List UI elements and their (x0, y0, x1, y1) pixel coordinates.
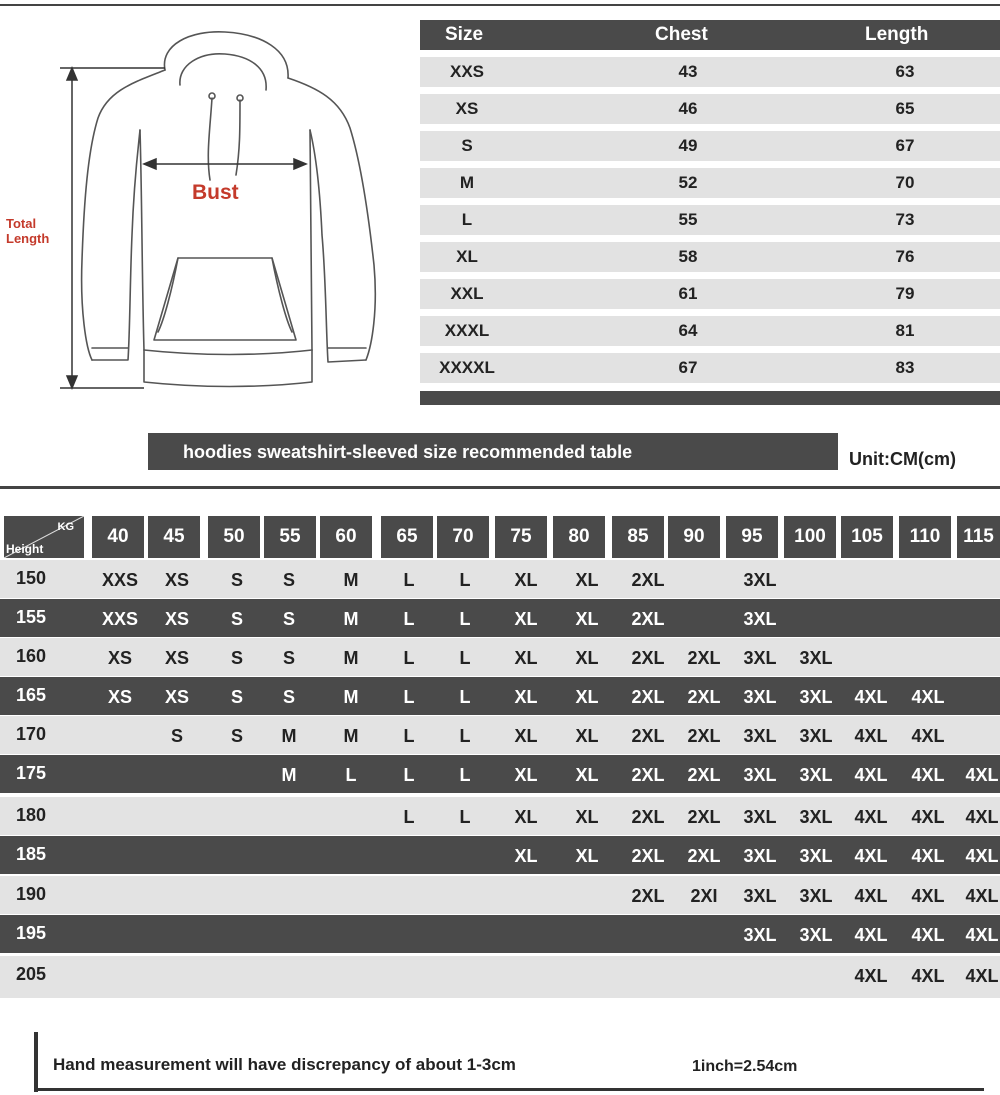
recommended-size-cell: 3XL (799, 726, 833, 746)
height-cell: 205 (16, 964, 47, 984)
recommend-row (0, 677, 1000, 715)
size-chart-row (420, 279, 1000, 309)
recommended-size-cell: 3XL (743, 807, 777, 827)
recommended-size-cell: XL (514, 807, 538, 827)
recommend-header-row (0, 516, 1000, 558)
size-chart-row (420, 168, 1000, 198)
recommended-size-cell: S (170, 726, 184, 746)
recommended-size-cell: M (343, 609, 359, 629)
recommended-size-cell: M (343, 648, 359, 668)
recommended-size-cell: 2XL (631, 886, 665, 906)
recommended-size-cell: S (230, 609, 244, 629)
recommend-row (0, 599, 1000, 637)
weight-header-cell: 70 (437, 516, 489, 558)
chest-cell: 46 (678, 99, 698, 118)
recommended-size-cell: 2XL (687, 687, 721, 707)
recommended-size-cell: 2XL (631, 765, 665, 785)
recommended-size-cell: 2XL (687, 648, 721, 668)
recommended-size-cell: XL (575, 807, 599, 827)
recommended-size-cell: XS (107, 648, 133, 668)
size-cell: XXS (449, 62, 485, 81)
recommend-row (0, 716, 1000, 754)
weight-header-cell: 75 (495, 516, 547, 558)
recommended-size-cell: 3XL (799, 846, 833, 866)
recommended-size-cell: M (281, 765, 297, 785)
measurement-note: Hand measurement will have discrepancy of about 1-3cm (53, 1055, 516, 1074)
chest-cell: 55 (678, 210, 698, 229)
size-chart-footer-bar (420, 391, 1000, 405)
recommend-row (0, 638, 1000, 676)
recommended-size-cell: S (282, 648, 296, 668)
recommended-size-cell: 3XL (743, 570, 777, 590)
recommended-size-cell: XS (164, 570, 190, 590)
recommended-size-cell: 4XL (965, 807, 999, 827)
recommended-size-cell: 2XL (687, 846, 721, 866)
weight-header-cell: 40 (92, 516, 144, 558)
recommended-size-cell: L (459, 570, 471, 590)
recommended-size-cell: XS (164, 687, 190, 707)
recommended-size-cell: 4XL (911, 846, 945, 866)
height-cell: 160 (16, 646, 47, 666)
height-cell: 190 (16, 884, 47, 904)
recommended-size-cell: 4XL (965, 966, 999, 986)
recommended-size-cell: XL (575, 648, 599, 668)
recommended-size-cell: 4XL (911, 687, 945, 707)
recommended-size-cell: L (403, 648, 415, 668)
recommended-size-cell: 3XL (743, 846, 777, 866)
recommended-size-cell: 3XL (743, 726, 777, 746)
recommended-size-cell: 3XL (799, 687, 833, 707)
recommended-size-cell: 4XL (911, 886, 945, 906)
recommended-size-cell: 3XL (799, 807, 833, 827)
recommended-size-cell: XS (164, 609, 190, 629)
recommended-size-cell: 3XL (743, 765, 777, 785)
inch-conversion: 1inch=2.54cm (692, 1058, 798, 1075)
recommended-size-cell: L (403, 609, 415, 629)
chest-cell: 58 (678, 247, 698, 266)
length-cell: 67 (895, 136, 915, 155)
length-cell: 76 (895, 247, 915, 266)
recommended-size-cell: 2XL (631, 570, 665, 590)
recommended-size-cell: 3XL (799, 765, 833, 785)
length-cell: 83 (895, 358, 915, 377)
recommended-size-cell: 2XL (631, 648, 665, 668)
corner-kg-label: KG (57, 521, 74, 533)
recommend-row (0, 956, 1000, 998)
height-cell: 150 (16, 568, 47, 588)
length-cell: 73 (895, 210, 915, 229)
recommended-size-cell: M (343, 687, 359, 707)
recommended-size-cell: 4XL (911, 925, 945, 945)
recommended-size-cell: XL (514, 648, 538, 668)
recommended-size-cell: L (403, 687, 415, 707)
size-chart-table (420, 20, 1000, 405)
size-cell: S (461, 136, 473, 155)
recommended-size-cell: 2XL (631, 687, 665, 707)
weight-header-cell: 65 (381, 516, 433, 558)
recommended-size-cell: S (282, 687, 296, 707)
weight-header-cell: 45 (148, 516, 200, 558)
recommended-size-cell: 4XL (965, 846, 999, 866)
recommend-row (0, 560, 1000, 598)
recommended-size-cell: XL (514, 726, 538, 746)
banner-text: hoodies sweatshirt-sleeved size recommended table (183, 442, 633, 462)
recommended-size-cell: XL (514, 570, 538, 590)
height-cell: 170 (16, 724, 47, 744)
weight-header-cell: 110 (899, 516, 951, 558)
top-divider (0, 4, 1000, 6)
recommended-size-cell: M (343, 726, 359, 746)
recommended-size-cell: 4XL (911, 726, 945, 746)
size-chart-header (420, 20, 1000, 50)
recommended-size-cell: XL (575, 609, 599, 629)
recommended-size-cell: XL (514, 687, 538, 707)
recommended-size-cell: L (345, 765, 357, 785)
recommended-size-cell: L (459, 765, 471, 785)
weight-header-cell: 105 (841, 516, 893, 558)
recommended-size-cell: 4XL (854, 966, 888, 986)
recommended-size-cell: 4XL (911, 966, 945, 986)
height-cell: 165 (16, 685, 47, 705)
size-chart-row (420, 353, 1000, 383)
recommended-size-cell: XS (107, 687, 133, 707)
chest-cell: 52 (678, 173, 698, 192)
recommend-row (0, 755, 1000, 793)
recommended-size-cell: L (459, 726, 471, 746)
recommended-size-cell: 4XL (854, 807, 888, 827)
recommended-size-cell: 2XL (631, 807, 665, 827)
weight-header-cell: 100 (784, 516, 836, 558)
size-chart-row (420, 57, 1000, 87)
section-divider (0, 486, 1000, 489)
weight-header-cell: 80 (553, 516, 605, 558)
recommended-size-cell: XL (575, 570, 599, 590)
length-cell: 81 (895, 321, 915, 340)
recommended-size-cell: 2XL (687, 726, 721, 746)
recommended-size-cell: 4XL (965, 886, 999, 906)
note-bracket (34, 1032, 38, 1092)
recommended-size-cell: 4XL (854, 886, 888, 906)
recommend-row (0, 836, 1000, 874)
recommended-size-cell: S (282, 570, 296, 590)
note-underline (34, 1088, 984, 1091)
size-cell: XL (456, 247, 478, 266)
size-cell: M (459, 173, 475, 192)
size-cell: XXL (450, 284, 484, 303)
size-chart-row (420, 94, 1000, 124)
recommended-size-cell: S (230, 726, 244, 746)
recommended-size-cell: L (403, 765, 415, 785)
recommended-size-cell: 2XL (631, 726, 665, 746)
total-length-label: Total Length (6, 216, 50, 246)
recommended-size-cell: 3XL (799, 925, 833, 945)
recommended-size-cell: 4XL (911, 807, 945, 827)
height-cell: 175 (16, 763, 47, 783)
recommended-size-cell: 2XL (631, 609, 665, 629)
recommended-size-cell: 4XL (854, 846, 888, 866)
recommended-size-cell: XL (575, 846, 599, 866)
recommended-size-cell: XL (514, 846, 538, 866)
recommended-size-cell: XXS (101, 609, 139, 629)
recommended-size-cell: XL (575, 687, 599, 707)
recommended-size-cell: 3XL (743, 886, 777, 906)
recommended-size-cell: L (459, 807, 471, 827)
chest-cell: 61 (678, 284, 698, 303)
length-cell: 65 (895, 99, 915, 118)
recommended-size-cell: XL (514, 765, 538, 785)
recommend-row (0, 797, 1000, 835)
weight-header-cell: 90 (668, 516, 720, 558)
header-chest: Chest (655, 24, 708, 45)
height-cell: 155 (16, 607, 47, 627)
weight-header-cell: 95 (726, 516, 778, 558)
recommended-size-cell: XL (575, 726, 599, 746)
recommended-size-cell: 3XL (743, 609, 777, 629)
size-chart-row (420, 131, 1000, 161)
unit-label: Unit:CM(cm) (849, 449, 956, 469)
height-cell: 180 (16, 805, 47, 825)
recommended-size-cell: 4XL (965, 765, 999, 785)
recommended-size-cell: 4XL (911, 765, 945, 785)
height-cell: 185 (16, 844, 47, 864)
table-banner (148, 433, 838, 470)
recommended-size-cell: 2XL (631, 846, 665, 866)
weight-header-cell: 60 (320, 516, 372, 558)
recommended-size-cell: 4XL (854, 687, 888, 707)
bust-label: Bust (192, 181, 239, 204)
recommended-size-cell: 4XL (965, 925, 999, 945)
size-chart-row (420, 242, 1000, 272)
recommended-size-cell: 4XL (854, 925, 888, 945)
length-cell: 79 (895, 284, 915, 303)
recommended-size-cell: XL (575, 765, 599, 785)
recommended-size-cell: L (459, 687, 471, 707)
recommended-size-cell: 4XL (854, 726, 888, 746)
recommended-size-cell: XS (164, 648, 190, 668)
size-chart-row (420, 205, 1000, 235)
recommended-size-cell: 3XL (743, 648, 777, 668)
header-size: Size (445, 24, 484, 45)
recommended-size-cell: 2XI (690, 886, 718, 906)
weight-header-cell: 55 (264, 516, 316, 558)
length-cell: 63 (895, 62, 915, 81)
recommended-size-cell: 4XL (854, 765, 888, 785)
recommended-size-cell: 2XL (687, 807, 721, 827)
chest-cell: 67 (678, 358, 698, 377)
corner-height-label: Height (6, 542, 44, 556)
chest-cell: 49 (678, 136, 698, 155)
size-cell: XXXXL (439, 358, 495, 377)
size-cell: L (461, 210, 473, 229)
size-chart-row (420, 316, 1000, 346)
recommended-size-cell: 2XL (687, 765, 721, 785)
recommended-size-cell: S (230, 570, 244, 590)
recommended-size-cell: XL (514, 609, 538, 629)
weight-header-cell: 115 (957, 516, 1000, 558)
recommended-size-cell: L (459, 609, 471, 629)
recommended-size-cell: 3XL (799, 886, 833, 906)
recommended-size-cell: 3XL (743, 925, 777, 945)
recommended-size-cell: M (343, 570, 359, 590)
recommended-size-cell: 3XL (799, 648, 833, 668)
corner-cell (4, 516, 84, 558)
recommend-row (0, 876, 1000, 914)
recommended-size-cell: S (282, 609, 296, 629)
recommended-size-cell: L (403, 807, 415, 827)
header-length: Length (865, 24, 929, 45)
size-cell: XXXL (444, 321, 490, 340)
weight-header-cell: 50 (208, 516, 260, 558)
recommend-row (0, 915, 1000, 953)
recommended-size-cell: XXS (101, 570, 139, 590)
recommended-size-cell: 3XL (743, 687, 777, 707)
recommended-size-cell: L (459, 648, 471, 668)
recommended-size-cell: S (230, 687, 244, 707)
recommended-size-cell: M (281, 726, 297, 746)
weight-header-cell: 85 (612, 516, 664, 558)
chest-cell: 43 (678, 62, 698, 81)
length-cell: 70 (895, 173, 915, 192)
recommended-size-cell: S (230, 648, 244, 668)
size-cell: XS (455, 99, 479, 118)
chest-cell: 64 (678, 321, 698, 340)
height-cell: 195 (16, 923, 47, 943)
recommended-size-cell: L (403, 570, 415, 590)
recommended-size-cell: L (403, 726, 415, 746)
